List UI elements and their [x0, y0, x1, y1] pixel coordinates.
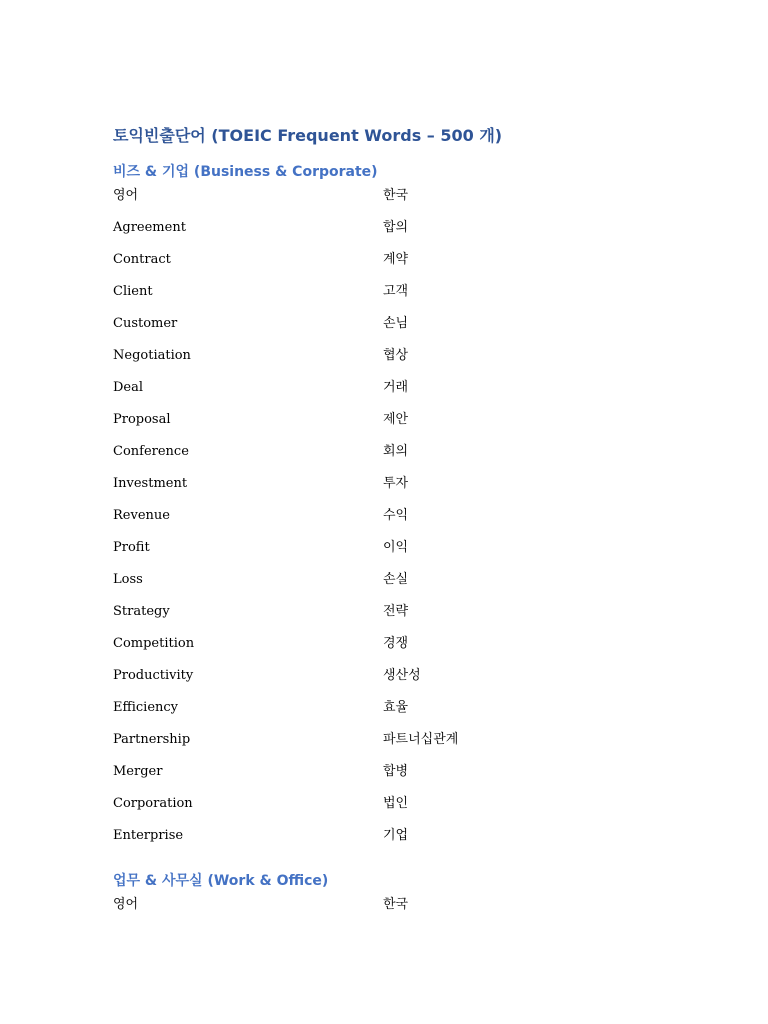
word-english: Merger	[113, 764, 163, 779]
word-korean: 생산성	[383, 668, 421, 683]
table-row	[113, 666, 673, 698]
section-heading-business: 비즈 & 기업 (Business & Corporate)	[113, 164, 378, 180]
word-english: Deal	[113, 380, 144, 395]
word-korean: 경쟁	[383, 636, 409, 651]
word-korean: 합의	[383, 220, 409, 235]
table-row	[113, 378, 673, 410]
word-korean: 효율	[383, 700, 409, 715]
word-english: Negotiation	[113, 348, 191, 363]
word-english: Loss	[113, 572, 143, 587]
header-english: 영어	[113, 188, 139, 203]
word-english: Contract	[113, 252, 171, 267]
table-row	[113, 282, 673, 314]
table-row	[113, 346, 673, 378]
word-korean: 손님	[383, 316, 409, 331]
header-korean: 한국	[383, 897, 409, 912]
word-korean: 제안	[383, 412, 409, 427]
table-header-row	[113, 895, 673, 917]
table-row	[113, 730, 673, 762]
word-korean: 고객	[383, 284, 409, 299]
word-korean: 거래	[383, 380, 409, 395]
table-row	[113, 762, 673, 794]
word-english: Revenue	[113, 508, 170, 523]
word-english: Corporation	[113, 796, 193, 811]
table-row	[113, 602, 673, 634]
word-korean: 이익	[383, 540, 409, 555]
word-korean: 계약	[383, 252, 409, 267]
table-row	[113, 634, 673, 666]
table-row	[113, 794, 673, 826]
header-korean: 한국	[383, 188, 409, 203]
table-row	[113, 474, 673, 506]
word-english: Customer	[113, 316, 178, 331]
word-english: Client	[113, 284, 153, 299]
word-korean: 법인	[383, 796, 409, 811]
word-english: Conference	[113, 444, 189, 459]
word-korean: 기업	[383, 828, 409, 843]
section-heading-work-office: 업무 & 사무실 (Work & Office)	[113, 873, 329, 889]
word-korean: 전략	[383, 604, 409, 619]
word-korean: 합병	[383, 764, 409, 779]
word-english: Profit	[113, 540, 150, 555]
vocab-table-work-office	[113, 895, 673, 917]
word-korean: 회의	[383, 444, 409, 459]
table-row	[113, 314, 673, 346]
word-english: Enterprise	[113, 828, 184, 843]
word-english: Agreement	[113, 220, 186, 235]
word-korean: 손실	[383, 572, 409, 587]
word-korean: 수익	[383, 508, 409, 523]
table-row	[113, 506, 673, 538]
table-row	[113, 218, 673, 250]
table-row	[113, 570, 673, 602]
table-row	[113, 538, 673, 570]
word-english: Proposal	[113, 412, 171, 427]
table-row	[113, 250, 673, 282]
word-korean: 협상	[383, 348, 409, 363]
word-korean: 파트너십관계	[383, 732, 459, 747]
table-header-row	[113, 186, 673, 208]
table-row	[113, 410, 673, 442]
header-english: 영어	[113, 897, 139, 912]
word-english: Efficiency	[113, 700, 179, 715]
word-english: Competition	[113, 636, 195, 651]
document-title: 토익빈출단어 (TOEIC Frequent Words – 500 개)	[113, 126, 503, 145]
word-english: Investment	[113, 476, 188, 491]
word-english: Productivity	[113, 668, 194, 683]
word-english: Strategy	[113, 604, 170, 619]
table-row	[113, 826, 673, 858]
vocab-table-business	[113, 186, 673, 858]
word-korean: 투자	[383, 476, 409, 491]
table-row	[113, 698, 673, 730]
table-row	[113, 442, 673, 474]
word-english: Partnership	[113, 732, 191, 747]
